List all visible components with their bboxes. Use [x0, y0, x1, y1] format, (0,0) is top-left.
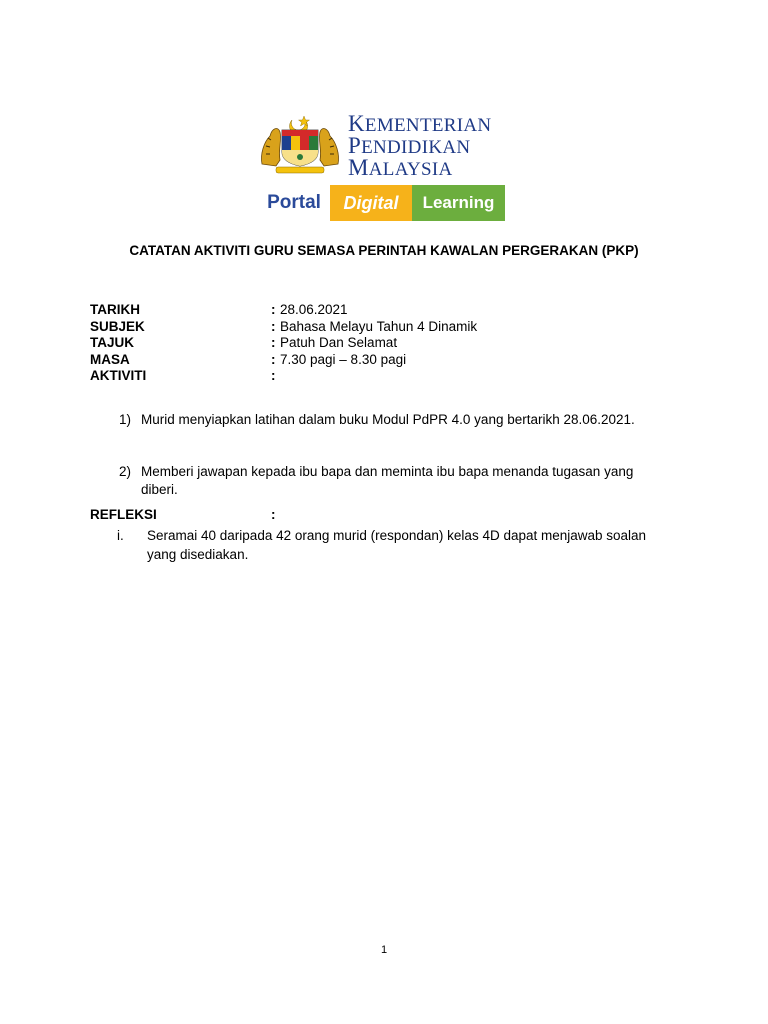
ministry-rest: EMENTERIAN	[364, 115, 492, 136]
field-row-tajuk	[90, 335, 650, 352]
field-label: SUBJEK	[90, 318, 145, 334]
activity-text: Memberi jawapan kepada ibu bapa dan meminta ibu bapa menanda tugasan yang diberi.	[141, 464, 634, 497]
malaysia-crest-logo	[258, 114, 342, 176]
field-row-aktiviti	[90, 368, 650, 385]
page-number: 1	[380, 944, 388, 956]
refleksi-label: REFLEKSI	[90, 507, 157, 522]
field-colon: :	[271, 335, 276, 350]
portal-word: Portal	[267, 192, 321, 213]
field-row-tarikh	[90, 302, 650, 319]
learning-word: Learning	[412, 185, 505, 221]
field-row-subjek	[90, 319, 650, 336]
field-colon: :	[271, 318, 276, 334]
field-value: Patuh Dan Selamat	[280, 335, 398, 350]
activity-text: Murid menyiapkan latihan dalam buku Modul PdPR 4.0 yang bertarikh 28.06.2021.	[141, 412, 635, 427]
ministry-rest: ALAYSIA	[368, 159, 453, 180]
refleksi-item-number: i.	[117, 528, 124, 543]
field-colon: :	[271, 302, 276, 317]
field-value: Bahasa Melayu Tahun 4 Dinamik	[280, 318, 478, 334]
info-fields	[90, 302, 650, 385]
activity-item	[119, 411, 679, 431]
ministry-name	[348, 111, 516, 180]
activity-item	[119, 463, 679, 501]
document-title: CATATAN AKTIVITI GURU SEMASA PERINTAH KAWALAN PERGERAKAN (PKP)	[129, 243, 639, 258]
activity-number: 2)	[119, 464, 132, 479]
ministry-line-3	[348, 155, 516, 180]
field-label: AKTIVITI	[90, 368, 147, 383]
refleksi-heading	[90, 507, 650, 523]
field-value: 28.06.2021	[280, 302, 348, 317]
ministry-line-1	[348, 111, 516, 136]
field-row-masa	[90, 352, 650, 369]
ministry-initial: K	[348, 111, 365, 136]
field-label: TAJUK	[90, 335, 135, 350]
field-value: 7.30 pagi – 8.30 pagi	[280, 351, 407, 367]
ministry-initial: M	[348, 155, 369, 180]
field-colon: :	[271, 351, 276, 367]
digital-word: Digital	[330, 185, 412, 221]
ministry-initial: P	[348, 133, 362, 158]
field-label: TARIKH	[90, 302, 140, 317]
refleksi-colon: :	[271, 507, 276, 522]
activity-number: 1)	[119, 412, 132, 427]
field-label: MASA	[90, 351, 130, 367]
field-colon: :	[271, 368, 276, 383]
refleksi-item-text: Seramai 40 daripada 42 orang murid (respondan) kelas 4D dapat menjawab soalan yang disediakan.	[147, 528, 647, 562]
portal-digital-learning-logo	[258, 185, 505, 221]
ministry-line-2	[348, 133, 516, 158]
ministry-rest: ENDIDIKAN	[361, 137, 471, 158]
